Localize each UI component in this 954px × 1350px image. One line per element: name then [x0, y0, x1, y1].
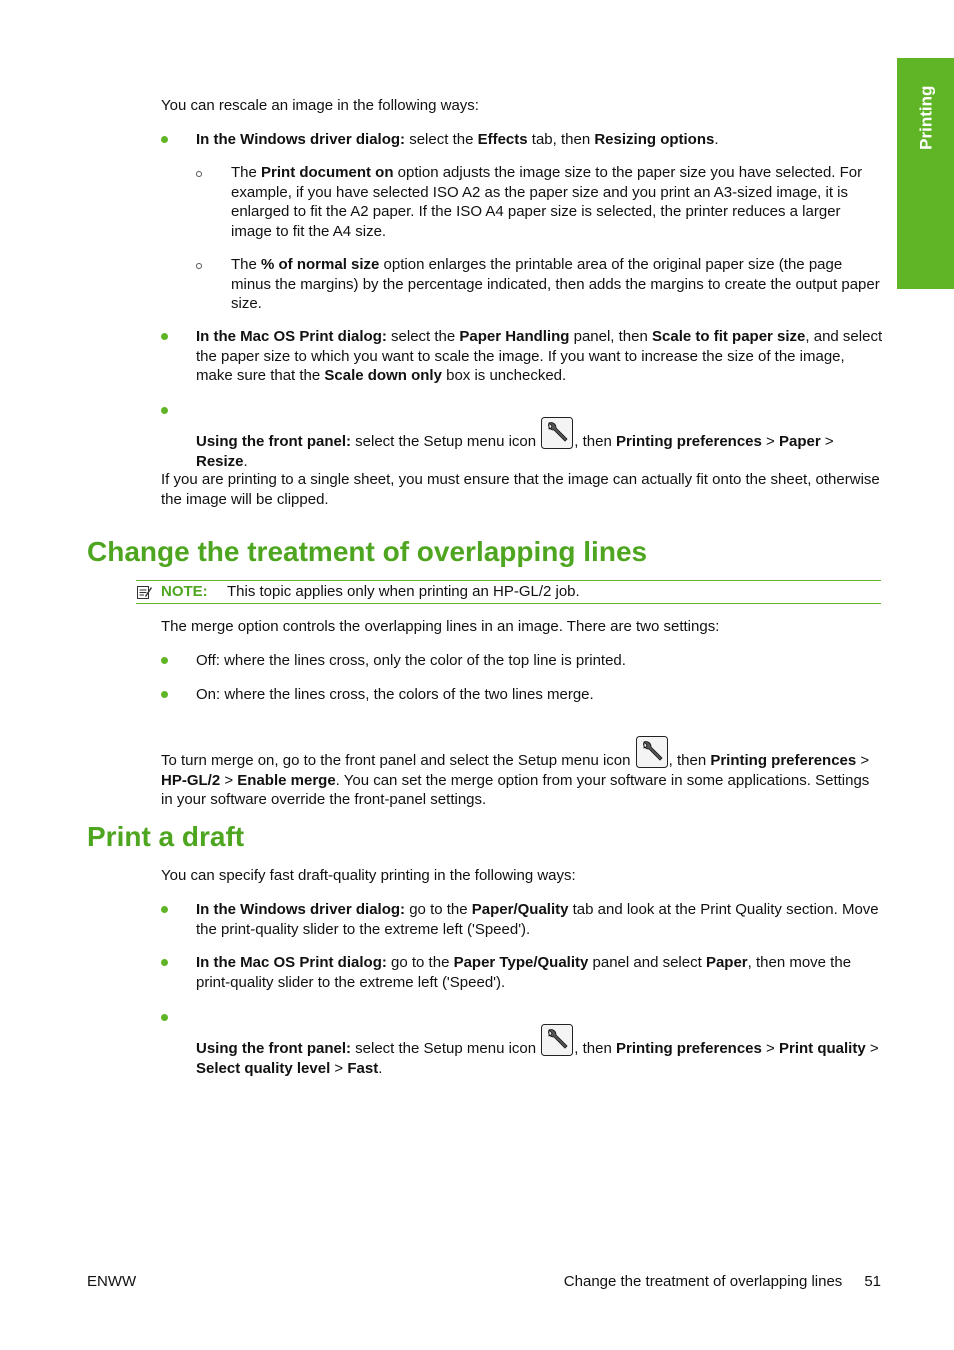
text-run: > [220, 771, 238, 789]
text-bold: Paper/Quality [471, 901, 569, 918]
text-run: > [820, 433, 834, 450]
sub-bullet-icon [196, 171, 202, 177]
text-run: box is unchecked. [441, 367, 567, 384]
text-run: , then [574, 1040, 616, 1057]
note-box [136, 580, 881, 604]
item-lead: In the Mac OS Print dialog: [196, 328, 387, 345]
text-run: . [378, 1059, 383, 1077]
text-run: To turn merge on, go to the front panel and select the Setup menu icon [161, 752, 635, 769]
text-run: tab and look at the Print Quality section. Move the print-quality slider to the extreme left ('Speed'). [196, 901, 879, 938]
item-lead: Using the front panel: [196, 433, 351, 450]
note-text: This topic applies only when printing an HP-GL/2 job. [227, 583, 580, 600]
text-bold: Paper Handling [459, 328, 570, 345]
text-bold: Enable merge [237, 771, 336, 789]
bullet-icon [161, 407, 168, 414]
text-bold: Print quality [778, 1040, 866, 1057]
text-bold: HP-GL/2 [161, 771, 221, 789]
list-item [161, 130, 883, 150]
sub-list-item [196, 255, 883, 314]
text-run: option adjusts the image size to the paper size you have selected. For example, if you have selected ISO A2 as the paper size and you print an A3-sized image, it is enlarged to fit the A2 paper. If the ISO A4 paper size is selected, the printer reduces a larger image to fit the A4 size. [231, 164, 863, 240]
text-bold: Effects [477, 131, 528, 148]
bullet-icon [161, 691, 168, 698]
bullet-icon [161, 657, 168, 664]
text-run: , then move the print-quality slider to the extreme left ('Speed'). [196, 954, 852, 991]
text-run: go to the [386, 954, 454, 971]
text-run: go to the [405, 901, 472, 918]
list-item [161, 685, 883, 705]
bullet-icon [161, 906, 168, 913]
text-run: panel, then [569, 328, 653, 345]
text-run: > [856, 752, 870, 769]
text-bold: Print document on [261, 164, 394, 181]
list-item [161, 1008, 883, 1078]
text-bold: Scale down only [324, 367, 442, 384]
text-bold: Printing preferences [710, 752, 857, 769]
wrench-icon [541, 417, 573, 449]
text-run: The [231, 256, 262, 273]
footer-right [564, 1272, 881, 1292]
item-lead: In the Mac OS Print dialog: [196, 954, 387, 971]
single-sheet-text: If you are printing to a single sheet, you must ensure that the image can actually fit onto the sheet, otherwise the image will be clipped. [161, 471, 880, 508]
text-bold: % of normal size [261, 256, 380, 273]
text-run: , and select the paper size to which you want to scale the image. If you want to increase the size of the image, make sure that the [196, 328, 883, 384]
text-bold: Printing preferences [615, 433, 762, 450]
sub-bullet-icon [196, 263, 202, 269]
item-lead: In the Windows driver dialog: [196, 131, 406, 148]
text-run: tab, then [527, 131, 595, 148]
text-bold: Select quality level [196, 1059, 331, 1077]
bullet-icon [161, 959, 168, 966]
text-run: > [761, 1040, 779, 1057]
turn-merge-on-text [161, 720, 883, 810]
wrench-icon [541, 1024, 573, 1056]
text-run: > [761, 433, 779, 450]
section-heading: Change the treatment of overlapping lines [87, 536, 648, 567]
text-run: select the Setup menu icon [351, 1040, 541, 1057]
item-lead: In the Windows driver dialog: [196, 901, 406, 918]
text-run: > [865, 1040, 879, 1057]
text-bold: Paper Type/Quality [453, 954, 589, 971]
text-bold: Resize [196, 452, 244, 470]
list-item [161, 900, 883, 939]
list-item [161, 401, 883, 471]
text-run: , then [574, 433, 616, 450]
wrench-icon [636, 736, 668, 768]
list-item [161, 651, 883, 671]
text-run: > [330, 1059, 348, 1077]
text-run: . You can set the merge option from your software in some applications. Settings in your software override the front-panel settings. [161, 771, 870, 808]
text-run: . [243, 452, 248, 470]
section-heading: Print a draft [87, 821, 245, 852]
draft-intro-text: You can specify fast draft-quality printing in the following ways: [161, 867, 576, 884]
text-run: select the Setup menu icon [351, 433, 541, 450]
merge-intro-text: The merge option controls the overlapping lines in an image. There are two settings: [161, 618, 720, 635]
text-bold: Fast [347, 1059, 379, 1077]
sub-list-item [196, 163, 883, 241]
text-run: panel and select [588, 954, 706, 971]
footer-title: Change the treatment of overlapping lines [563, 1273, 843, 1290]
bullet-icon [161, 136, 168, 143]
text-run: option enlarges the printable area of the original paper size (the page minus the margins) by the percentage indicated, then adds the margins to create the output paper size. [231, 256, 880, 312]
bullet-icon [161, 1014, 168, 1021]
list-item [161, 953, 883, 992]
text-bold: Paper [778, 433, 821, 450]
text-bold: Scale to fit paper size [652, 328, 806, 345]
item-lead: Using the front panel: [196, 1040, 351, 1057]
text-bold: Printing preferences [615, 1040, 762, 1057]
text-bold: Resizing options [594, 131, 715, 148]
text-run: . [714, 131, 719, 148]
text-run: The [231, 164, 262, 181]
text-run: select the [386, 328, 460, 345]
page-number: 51 [864, 1273, 881, 1290]
list-item [161, 327, 883, 386]
side-tab-label: Printing [915, 85, 935, 150]
text-bold: Paper [705, 954, 748, 971]
bullet-icon [161, 333, 168, 340]
note-label: NOTE: [161, 583, 208, 600]
footer-left: ENWW [87, 1273, 137, 1290]
item-text: On: where the lines cross, the colors of the two lines merge. [196, 686, 594, 703]
side-tab [897, 58, 954, 289]
note-icon [136, 584, 152, 600]
text-run: , then [668, 752, 711, 769]
item-text: Off: where the lines cross, only the color of the top line is printed. [196, 652, 626, 669]
text-run: select the [405, 131, 478, 148]
intro-text: You can rescale an image in the following ways: [161, 97, 479, 114]
